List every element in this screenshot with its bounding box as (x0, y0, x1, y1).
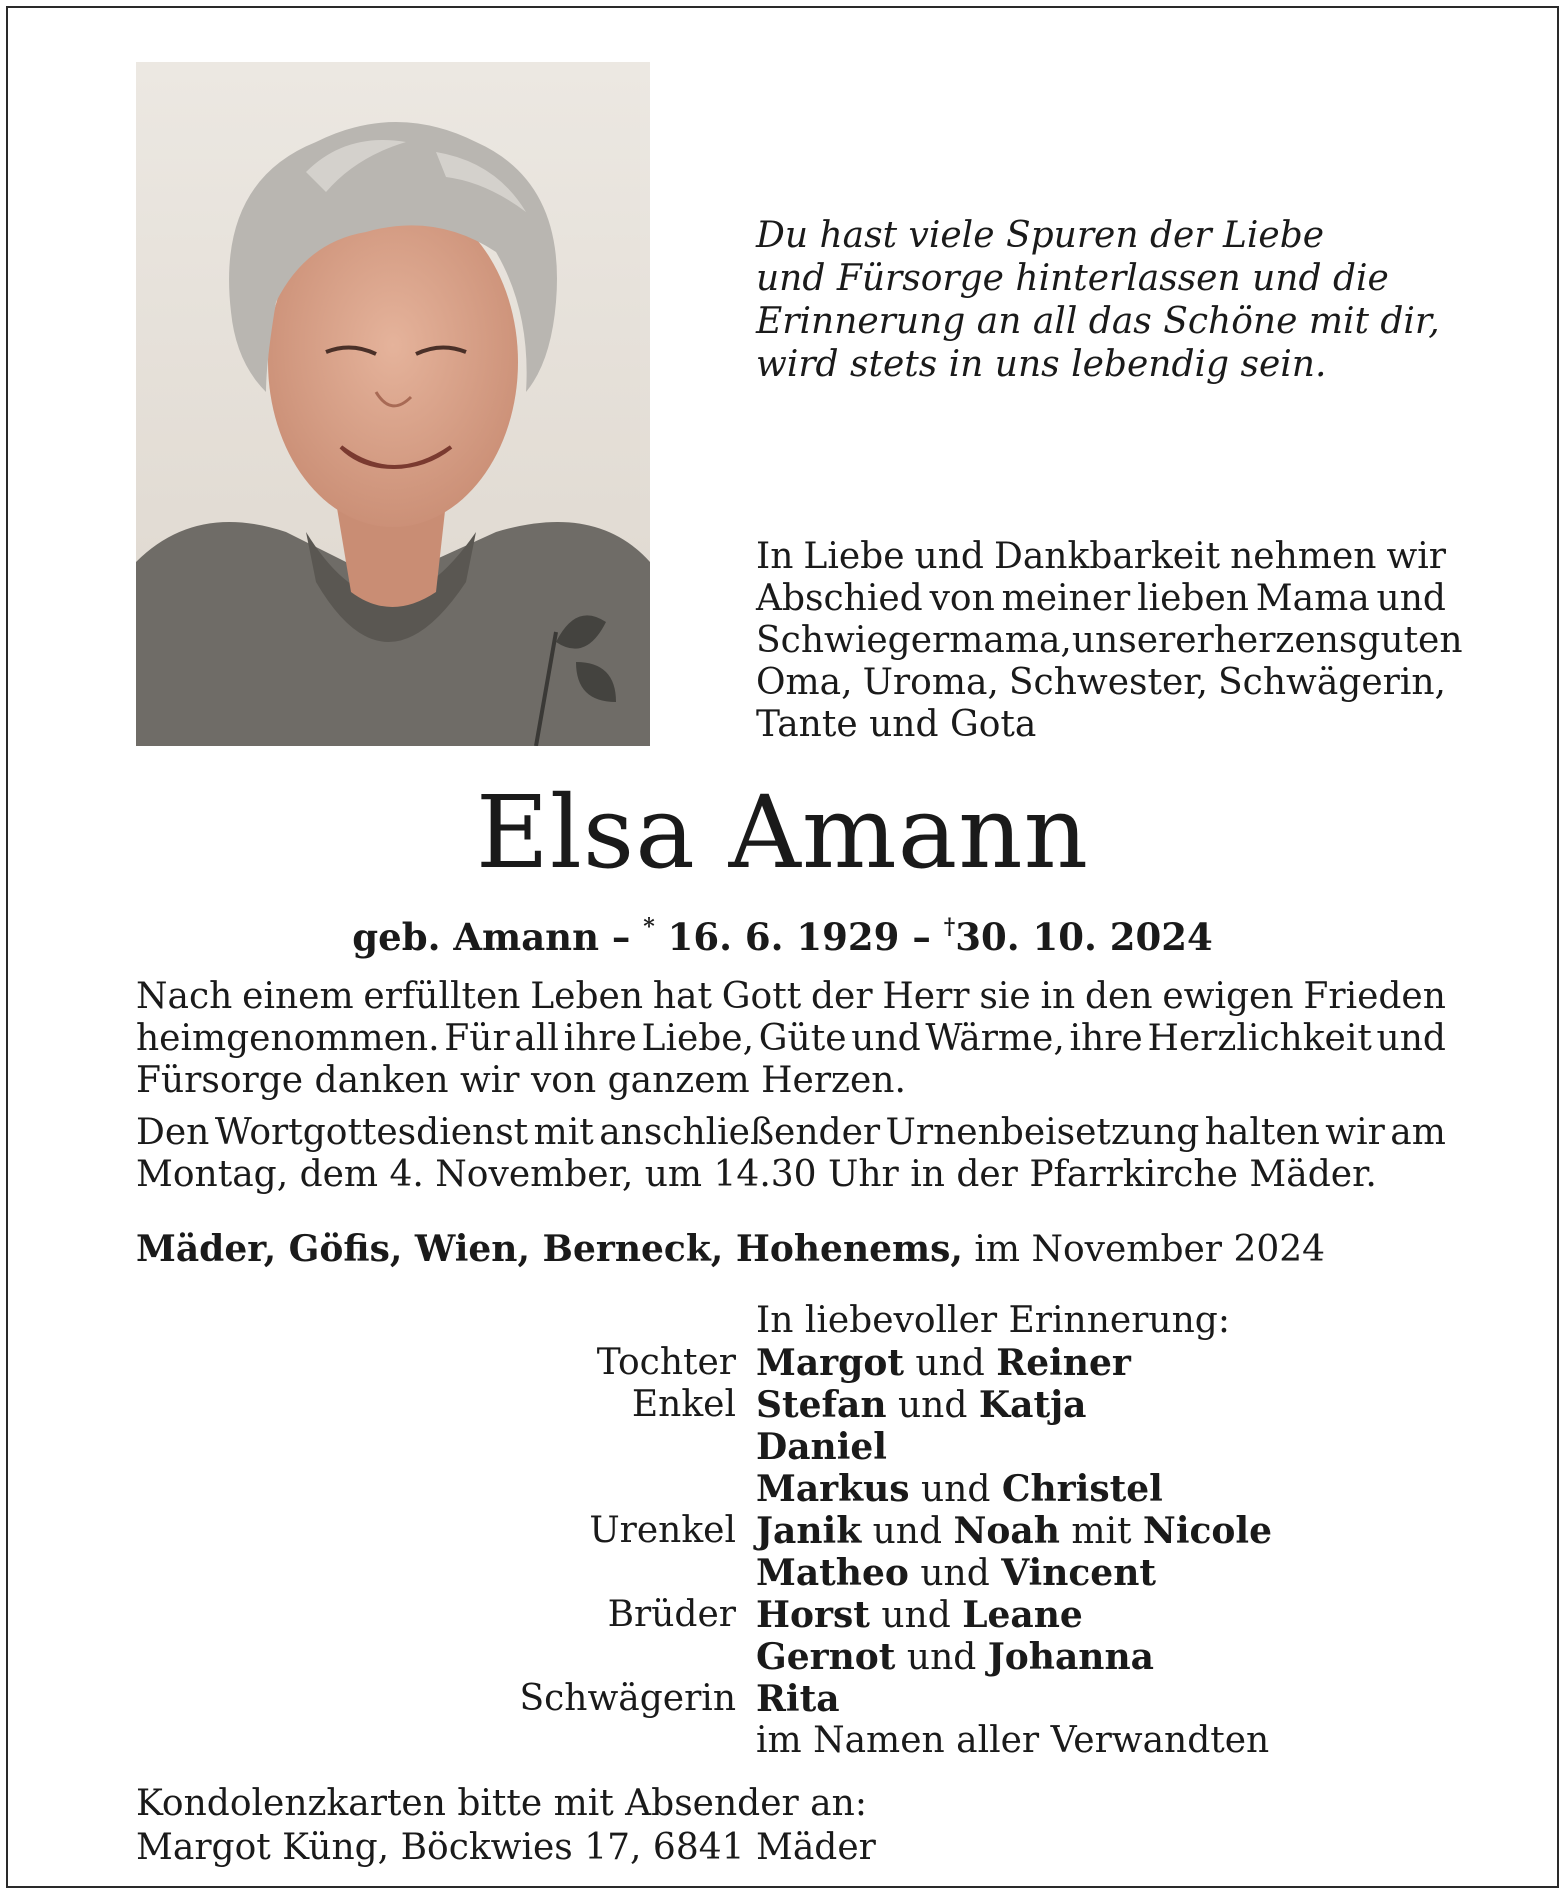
maiden-name: geb. Amann (352, 915, 599, 959)
mourner-row (136, 1426, 1446, 1468)
word: Nach (136, 976, 233, 1017)
word: Frieden (1303, 976, 1446, 1017)
mourners-list (136, 1300, 1446, 1762)
word: und (851, 1018, 921, 1059)
mourners-closing-row (136, 1720, 1446, 1762)
notice-date: im November 2024 (974, 1229, 1326, 1270)
mourner-relation (136, 1552, 756, 1594)
word: all (514, 1018, 559, 1059)
word: Liebe, (641, 1018, 755, 1059)
mourner-relation: Enkel (631, 1384, 736, 1425)
word: wir (1325, 1112, 1385, 1153)
farewell-intro (756, 536, 1463, 746)
mourner-row (136, 1636, 1446, 1678)
mourner-name: Johanna (987, 1636, 1154, 1678)
mourner-names (756, 1384, 1086, 1426)
word: Dankbarkeit (993, 536, 1221, 577)
word: Liebe (803, 536, 905, 577)
mourners-heading-row (136, 1300, 1446, 1342)
mourner-name: Janik (756, 1510, 862, 1552)
body-line (136, 1018, 1446, 1060)
word: Den (136, 1112, 210, 1153)
word: erfüllten (363, 976, 521, 1017)
portrait-photo (136, 62, 650, 746)
word: Oma, (756, 662, 853, 703)
word: und (1376, 1018, 1446, 1059)
word: ewigen (1162, 976, 1294, 1017)
word: anschließender (599, 1112, 881, 1153)
mourner-rows (136, 1342, 1446, 1720)
word: Herzlichkeit (1147, 1018, 1372, 1059)
mourner-name: Rita (756, 1678, 840, 1720)
intro-line (756, 578, 1446, 620)
mourner-relation (136, 1636, 756, 1678)
word: mit (533, 1112, 594, 1153)
mourner-relation: Schwägerin (519, 1678, 736, 1719)
life-dates (8, 904, 1557, 960)
mourner-name: Stefan (756, 1384, 887, 1426)
body-line: Fürsorge danken wir von ganzem Herzen. (136, 1060, 906, 1101)
word: hat (652, 976, 712, 1017)
word: meiner (1001, 578, 1131, 619)
word: lieben (1137, 578, 1249, 619)
mourner-names (756, 1636, 1154, 1678)
word: Güte (758, 1018, 847, 1059)
mourner-name: Daniel (756, 1426, 887, 1468)
word: Schwester, (1008, 662, 1208, 703)
deceased-name: Elsa Amann (475, 774, 1090, 891)
mourner-row (136, 1552, 1446, 1594)
obituary-notice (6, 6, 1559, 1888)
condolence-address-line: Margot Küng, Böckwies 17, 6841 Mäder (136, 1827, 876, 1868)
death-date: 30. 10. 2024 (955, 915, 1213, 959)
mourner-row (136, 1468, 1446, 1510)
word: Wortgottesdienst (214, 1112, 529, 1153)
mourner-name: Gernot (756, 1636, 896, 1678)
intro-line (756, 620, 1463, 662)
intro-line (756, 536, 1446, 578)
mourner-row (136, 1384, 1446, 1426)
body-paragraph (136, 1112, 1446, 1196)
word: und (1376, 578, 1446, 619)
mourners-heading: In liebevoller Erinnerung: (756, 1300, 1230, 1341)
mourner-names (756, 1510, 1272, 1552)
mourner-name: Leane (962, 1594, 1083, 1636)
mourner-row (136, 1678, 1446, 1720)
memorial-quote (756, 214, 1456, 386)
mourner-connector: und (869, 1595, 963, 1636)
mourner-name: Matheo (756, 1552, 909, 1594)
word: Schwägerin, (1218, 662, 1446, 703)
word: herzensguten (1213, 620, 1463, 661)
mourner-row (136, 1510, 1446, 1552)
mourner-connector: und (903, 1343, 997, 1384)
mourner-relation: Brüder (607, 1594, 736, 1635)
mourner-name: Noah (953, 1510, 1060, 1552)
quote-line: Erinnerung an all das Schöne mit dir, (756, 301, 1440, 342)
mourner-row (136, 1594, 1446, 1636)
word: Wärme, (925, 1018, 1065, 1059)
mourner-relation (136, 1426, 756, 1468)
mourner-names (756, 1552, 1156, 1594)
body-paragraph (136, 976, 1446, 1102)
mourner-connector: mit (1059, 1511, 1143, 1552)
word: den (1085, 976, 1153, 1017)
mourner-connector: und (861, 1511, 954, 1552)
word: Herr (882, 976, 970, 1017)
mourner-names (756, 1468, 1163, 1510)
mourner-names (756, 1594, 1083, 1636)
intro-line (756, 662, 1446, 704)
quote-line: Du hast viele Spuren der Liebe (756, 215, 1325, 256)
separator-dash: – (611, 915, 631, 959)
places-and-date (136, 1228, 1325, 1271)
word: der (811, 976, 873, 1017)
birth-symbol: * (643, 914, 655, 940)
quote-line: und Fürsorge hinterlassen und die (756, 258, 1389, 299)
separator-dash: – (912, 915, 931, 959)
word: nehmen (1230, 536, 1377, 577)
word: von (929, 578, 995, 619)
mourner-name: Markus (756, 1468, 910, 1510)
word: Schwiegermama, (756, 620, 1072, 661)
mourner-name: Christel (1001, 1468, 1163, 1510)
mourner-names (756, 1678, 840, 1720)
word: einem (242, 976, 354, 1017)
word: ihre (1069, 1018, 1143, 1059)
condolence-note: Kondolenzkarten bitte mit Absender an: (136, 1783, 867, 1824)
word: Leben (530, 976, 644, 1017)
word: wir (1386, 536, 1446, 577)
places-list: Mäder, Göfis, Wien, Berneck, Hohenems, (136, 1228, 963, 1270)
death-symbol: † (943, 914, 956, 940)
mourner-connector: und (908, 1553, 1002, 1594)
body-line (136, 976, 1446, 1018)
condolence-address (136, 1782, 876, 1870)
mourner-names (756, 1342, 1131, 1384)
mourner-connector: und (895, 1637, 988, 1678)
word: Abschied (756, 578, 923, 619)
word: unserer (1071, 620, 1214, 661)
body-line: Montag, dem 4. November, um 14.30 Uhr in der Pfarrkirche Mäder. (136, 1154, 1377, 1195)
word: heimgenommen. (136, 1018, 440, 1059)
word: Mama (1255, 578, 1370, 619)
mourner-name: Reiner (996, 1342, 1131, 1384)
mourner-names (756, 1426, 887, 1468)
portrait-illustration (136, 62, 650, 746)
mourner-row (136, 1342, 1446, 1384)
word: ihre (563, 1018, 637, 1059)
word: In (756, 536, 794, 577)
word: Gott (721, 976, 802, 1017)
mourners-closing: im Namen aller Verwandten (756, 1720, 1270, 1761)
mourner-relation: Tochter (596, 1342, 736, 1383)
quote-line: wird stets in uns lebendig sein. (756, 344, 1327, 385)
mourner-name: Katja (978, 1384, 1087, 1426)
word: am (1390, 1112, 1446, 1153)
obituary-body (136, 976, 1446, 1206)
mourner-relation (136, 1468, 756, 1510)
word: Uroma, (862, 662, 999, 703)
mourner-name: Nicole (1142, 1510, 1272, 1552)
mourner-connector: und (886, 1385, 979, 1426)
word: Für (444, 1018, 510, 1059)
mourner-name: Margot (756, 1342, 904, 1384)
word: sie (979, 976, 1031, 1017)
intro-line: Tante und Gota (756, 704, 1037, 745)
word: Urnenbeisetzung (885, 1112, 1200, 1153)
mourner-connector: und (909, 1469, 1002, 1510)
word: in (1040, 976, 1076, 1017)
birth-date: 16. 6. 1929 (667, 915, 900, 959)
mourner-name: Horst (756, 1594, 870, 1636)
word: halten (1204, 1112, 1320, 1153)
mourner-name: Vincent (1001, 1552, 1156, 1594)
mourner-relation: Urenkel (589, 1510, 736, 1551)
word: und (914, 536, 984, 577)
body-line (136, 1112, 1446, 1154)
